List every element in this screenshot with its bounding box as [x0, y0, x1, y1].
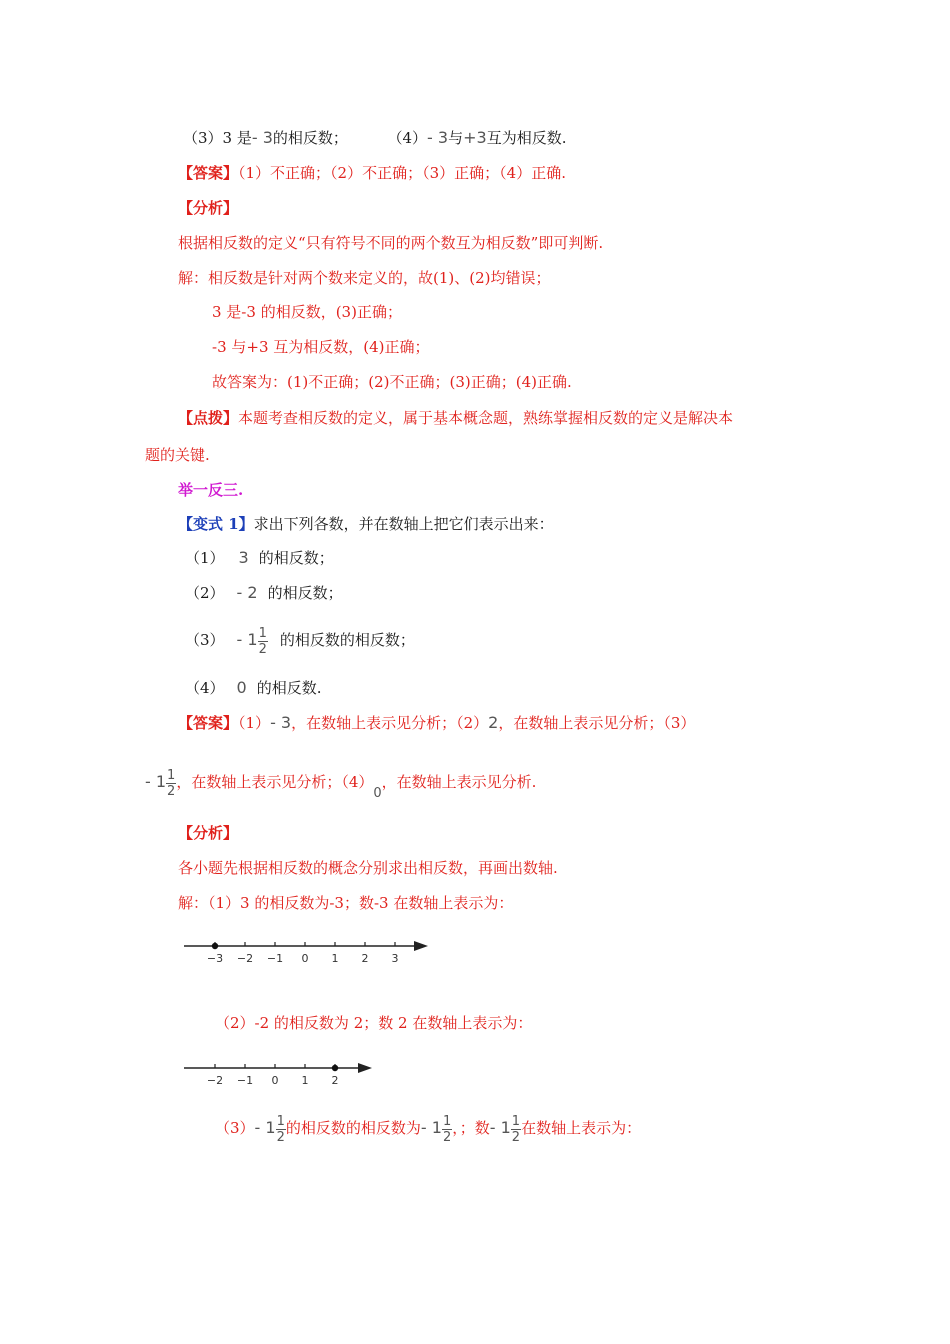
item-text: 的相反数.	[256, 679, 322, 697]
solution-part: 在数轴上表示为：	[521, 1119, 642, 1137]
analysis-tag-1: 【分析】	[178, 199, 239, 217]
fraction-denominator: 2	[442, 1129, 452, 1145]
q3-suffix: 的相反数；	[272, 129, 348, 147]
fraction-numerator: 1	[511, 1113, 521, 1129]
q4-prefix: （4）	[387, 129, 428, 147]
fraction-denominator: 2	[511, 1129, 521, 1145]
axis-tick-label: 1	[331, 952, 339, 965]
tip-tag: 【点拨】	[178, 409, 239, 427]
axis-tick-label: −2	[206, 1074, 224, 1087]
fraction-numerator: 1	[167, 767, 176, 783]
fraction	[511, 1114, 521, 1145]
variant-text: 求出下列各数，并在数轴上把它们表示出来：	[253, 515, 554, 533]
item-math: - 2	[236, 583, 258, 602]
answer-math: 0	[373, 786, 382, 801]
answer-2-line-2	[145, 762, 536, 804]
tip-line-2: 题的关键.	[145, 446, 210, 464]
solution-part: ，；数	[452, 1119, 490, 1137]
mixed-whole: - 1	[254, 1118, 276, 1137]
axis-arrow	[414, 941, 428, 951]
mixed-whole: - 1	[145, 772, 167, 791]
axis-tick-label: −1	[266, 952, 284, 965]
question-3-4-line	[183, 128, 566, 148]
answer-math: 2	[488, 713, 499, 732]
solution-1-line-4: 故答案为：(1)不正确；(2)不正确；(3)正确；(4)正确.	[212, 373, 572, 391]
analysis-text-2: 各小题先根据相反数的概念分别求出相反数，再画出数轴.	[178, 859, 558, 877]
mixed-whole: - 1	[236, 630, 258, 649]
number-line-1	[180, 932, 440, 972]
list-item	[185, 678, 322, 698]
axis-tick-label: 3	[391, 952, 399, 965]
answer-part: ，在数轴上表示见分析；（3）	[498, 714, 696, 732]
fraction-numerator: 1	[276, 1113, 285, 1129]
answer-part: ，在数轴上表示见分析.	[381, 773, 537, 791]
item-math: 3	[238, 548, 249, 567]
q4-suffix: 互为相反数.	[486, 129, 567, 147]
axis-tick-label: 0	[301, 952, 309, 965]
answer-part: ，在数轴上表示见分析；（4）	[176, 773, 374, 791]
item-math: 0	[236, 678, 247, 697]
fraction-denominator: 2	[258, 641, 267, 657]
tip-text: 本题考查相反数的定义，属于基本概念题，熟练掌握相反数的定义是解决本	[238, 409, 734, 427]
item-label: （3）	[185, 631, 225, 649]
fraction	[442, 1114, 452, 1145]
solution-1-line-1: 解：相反数是针对两个数来定义的，故(1)、(2)均错误；	[178, 269, 551, 287]
axis-point	[332, 1065, 338, 1071]
q4-yu: 与	[448, 129, 464, 147]
item-label: （1）	[185, 549, 225, 567]
math-neg3: - 3	[251, 128, 273, 147]
solution-2-line-2: （2）-2 的相反数为 2；数 2 在数轴上表示为：	[215, 1014, 533, 1032]
axis-tick-label: −1	[236, 1074, 254, 1087]
fraction-denominator: 2	[167, 783, 176, 799]
answer-2-line-1	[178, 713, 695, 733]
axis-tick-label: −3	[206, 952, 224, 965]
ju-yi-fan-san-heading: 举一反三.	[178, 481, 244, 499]
answer-math: - 3	[270, 713, 292, 732]
math-pos3: +3	[463, 128, 487, 147]
solution-part: （3）	[215, 1119, 255, 1137]
fraction	[258, 626, 268, 657]
fraction-numerator: 1	[442, 1113, 452, 1129]
item-text: 的相反数；	[258, 549, 334, 567]
analysis-tag-2: 【分析】	[178, 824, 239, 842]
fraction	[276, 1114, 286, 1145]
fraction-denominator: 2	[276, 1129, 285, 1145]
answer-part: （1）	[238, 714, 271, 732]
q3-prefix: （3）3 是	[183, 129, 252, 147]
tip-line-1	[178, 408, 733, 428]
fraction	[166, 768, 176, 799]
solution-2-line-1: 解：（1）3 的相反数为-3；数-3 在数轴上表示为：	[178, 894, 514, 912]
answer-1-line	[178, 163, 566, 183]
answer-part: ，在数轴上表示见分析；（2）	[291, 714, 489, 732]
solution-1-line-3: -3 与+3 互为相反数，(4)正确；	[212, 338, 430, 356]
item-label: （4）	[185, 679, 225, 697]
answer-tag: 【答案】	[178, 714, 239, 732]
axis-point	[212, 943, 218, 949]
analysis-text-1: 根据相反数的定义“只有符号不同的两个数互为相反数”即可判断.	[178, 234, 604, 252]
answer-text: （1）不正确；（2）不正确；（3）正确；（4）正确.	[238, 164, 566, 182]
item-text: 的相反数的相反数；	[279, 631, 415, 649]
item-label: （2）	[185, 584, 225, 602]
axis-tick-label: −2	[236, 952, 254, 965]
variant-1-line	[178, 514, 554, 534]
fraction-numerator: 1	[258, 625, 267, 641]
number-line-2	[180, 1055, 380, 1095]
answer-tag: 【答案】	[178, 164, 239, 182]
axis-tick-label: 2	[331, 1074, 339, 1087]
axis-tick-label: 2	[361, 952, 369, 965]
math-neg3-b: - 3	[427, 128, 449, 147]
list-item	[185, 548, 334, 568]
axis-tick-label: 0	[271, 1074, 279, 1087]
solution-1-line-2: 3 是-3 的相反数，(3)正确；	[212, 303, 402, 321]
solution-part: 的相反数的相反数为	[285, 1119, 421, 1137]
mixed-whole: - 1	[420, 1118, 442, 1137]
mixed-whole: - 1	[489, 1118, 511, 1137]
item-text: 的相反数；	[267, 584, 343, 602]
variant-tag: 【变式 1】	[178, 515, 254, 533]
axis-arrow	[358, 1063, 372, 1073]
list-item	[185, 583, 343, 603]
axis-tick-label: 1	[301, 1074, 309, 1087]
solution-2-line-3	[215, 1108, 641, 1148]
list-item	[185, 621, 415, 659]
